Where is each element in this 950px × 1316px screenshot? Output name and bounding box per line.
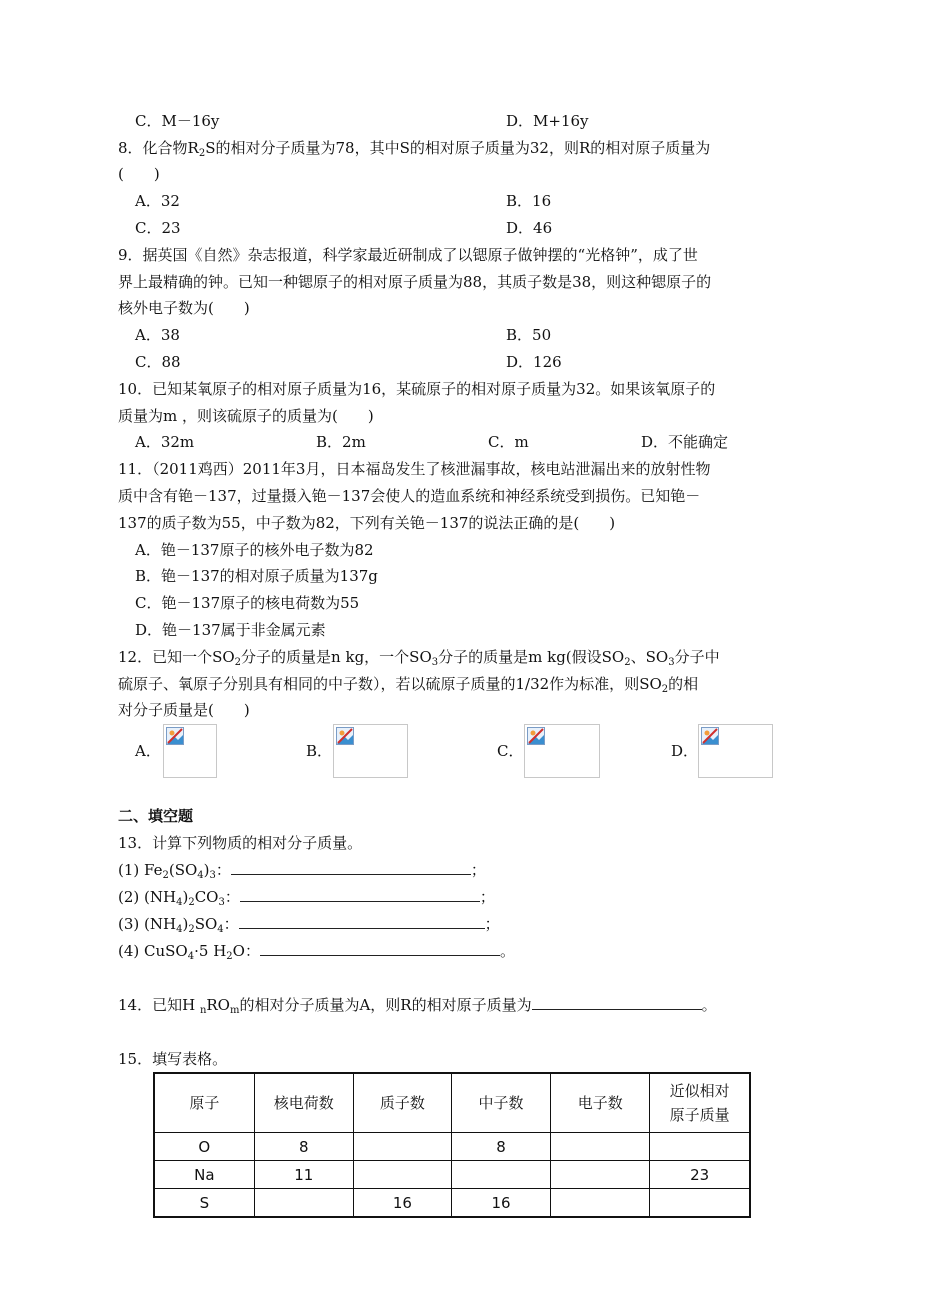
answer-blank[interactable] (239, 914, 485, 929)
atom-table (153, 1072, 751, 1218)
q14-stem: 14．已知H $_nRO_m$的相对分子质量为A，则R的相对原子质量为 。 (118, 996, 717, 1016)
header-protons: 质子数 (353, 1073, 451, 1133)
q12-option-b: B． (306, 742, 333, 760)
table-cell[interactable] (551, 1161, 650, 1189)
broken-image-icon (336, 727, 354, 745)
q10-option-b: B．2m (316, 433, 366, 451)
q12-option-d-image (698, 724, 773, 778)
answer-blank[interactable] (240, 887, 480, 902)
q12-option-b-image (333, 724, 408, 778)
table-header-row (154, 1073, 750, 1133)
table-cell: 8 (451, 1133, 550, 1161)
table-cell[interactable] (353, 1161, 451, 1189)
table-cell[interactable] (451, 1161, 550, 1189)
q9-option-d: D．126 (506, 353, 562, 371)
header-relative-mass: 近似相对 原子质量 (650, 1073, 750, 1133)
table-row (154, 1161, 750, 1189)
broken-image-icon (166, 727, 184, 745)
q11-line-2: 质中含有铯－137，过量摄入铯－137会使人的造血系统和神经系统受到损伤。已知铯－ (118, 487, 701, 505)
q12-line-2: 硫原子、氧原子分别具有相同的中子数），若以硫原子质量的1/32作为标准，则$SO_2$的相 (118, 675, 699, 695)
q8-option-d: D．46 (506, 219, 553, 237)
answer-blank[interactable] (532, 995, 702, 1010)
table-cell[interactable] (551, 1189, 650, 1218)
q9-option-c: C．88 (135, 353, 181, 371)
q10-line-1: 10．已知某氧原子的相对原子质量为16，某硫原子的相对原子质量为32。如果该氧原子的 (118, 380, 716, 398)
table-cell: 16 (451, 1189, 550, 1218)
q10-option-d: D．不能确定 (641, 433, 729, 451)
q9-option-b: B．50 (506, 326, 552, 344)
q12-line-1: 12．已知一个$SO_2$分子的质量是n kg，一个$SO_3$分子的质量是m kg(假设$SO_2$、$SO_3$分子中 (118, 648, 720, 668)
broken-image-icon (527, 727, 545, 745)
q13-item-1: (1) $Fe_2(SO_4)_3$： ； (118, 861, 486, 881)
section-heading-fill-in: 二、填空题 (118, 807, 194, 825)
answer-blank[interactable] (231, 860, 471, 875)
header-nuclear-charge: 核电荷数 (254, 1073, 353, 1133)
q9-line-2: 界上最精确的钟。已知一种锶原子的相对原子质量为88，其质子数是38，则这种锶原子的 (118, 273, 712, 291)
q8-option-a: A．32 (135, 192, 180, 210)
table-cell: O (154, 1133, 254, 1161)
table-cell[interactable] (254, 1189, 353, 1218)
q13-item-3: (3) $(NH_4)_2SO_4$： ； (118, 915, 500, 935)
q11-line-3: 137的质子数为55，中子数为82，下列有关铯－137的说法正确的是( ) (118, 514, 616, 532)
q11-option-c: C．铯－137原子的核电荷数为55 (135, 594, 360, 612)
table-cell: 8 (254, 1133, 353, 1161)
q11-line-1: 11．（2011鸡西）2011年3月，日本福岛发生了核泄漏事故，核电站泄漏出来的放射性物 (118, 460, 711, 478)
q7-option-c: C．M－16y (135, 112, 220, 130)
q13-item-4: (4) CuSO$_4$·5 $H_2O$： 。 (118, 942, 515, 962)
q9-option-a: A．38 (135, 326, 180, 344)
q12-option-c: C． (497, 742, 524, 760)
q11-option-a: A．铯－137原子的核外电子数为82 (135, 541, 374, 559)
table-cell: Na (154, 1161, 254, 1189)
table-cell: 16 (353, 1189, 451, 1218)
q9-line-1: 9．据英国《自然》杂志报道，科学家最近研制成了以锶原子做钟摆的“光格钟”，成了世 (118, 246, 698, 264)
header-atom: 原子 (154, 1073, 254, 1133)
table-cell[interactable] (551, 1133, 650, 1161)
broken-image-icon (701, 727, 719, 745)
q10-line-2: 质量为m ，则该硫原子的质量为( ) (118, 407, 374, 425)
q12-option-a-image (163, 724, 217, 778)
table-cell[interactable] (353, 1133, 451, 1161)
q12-line-3: 对分子质量是( ) (118, 701, 250, 719)
table-row (154, 1189, 750, 1218)
q13-stem: 13．计算下列物质的相对分子质量。 (118, 834, 363, 852)
table-cell: S (154, 1189, 254, 1218)
q9-line-3: 核外电子数为( ) (118, 299, 250, 317)
table-row (154, 1133, 750, 1161)
table-cell[interactable] (650, 1133, 750, 1161)
table-cell: 11 (254, 1161, 353, 1189)
q13-item-2: (2) $(NH_4)_2CO_3$： ； (118, 888, 495, 908)
table-cell: 23 (650, 1161, 750, 1189)
q12-option-c-image (524, 724, 600, 778)
q10-option-c: C．m (488, 433, 529, 451)
answer-blank[interactable] (260, 941, 500, 956)
q7-option-d: D．M+16y (506, 112, 589, 130)
q11-option-d: D．铯－137属于非金属元素 (135, 621, 326, 639)
q8-option-b: B．16 (506, 192, 552, 210)
table-cell[interactable] (650, 1189, 750, 1218)
header-electrons: 电子数 (551, 1073, 650, 1133)
q12-option-a: A． (135, 742, 161, 760)
q11-option-b: B．铯－137的相对原子质量为137g (135, 567, 378, 585)
q12-option-d: D． (671, 742, 699, 760)
q15-stem: 15．填写表格。 (118, 1050, 228, 1068)
q8-paren: ( ) (118, 165, 160, 183)
q8-stem: 8．化合物$R_2S$的相对分子质量为78，其中S的相对原子质量为32，则R的相对原子质量为 (118, 139, 711, 159)
q10-option-a: A．32m (135, 433, 195, 451)
q8-option-c: C．23 (135, 219, 181, 237)
header-neutrons: 中子数 (451, 1073, 550, 1133)
